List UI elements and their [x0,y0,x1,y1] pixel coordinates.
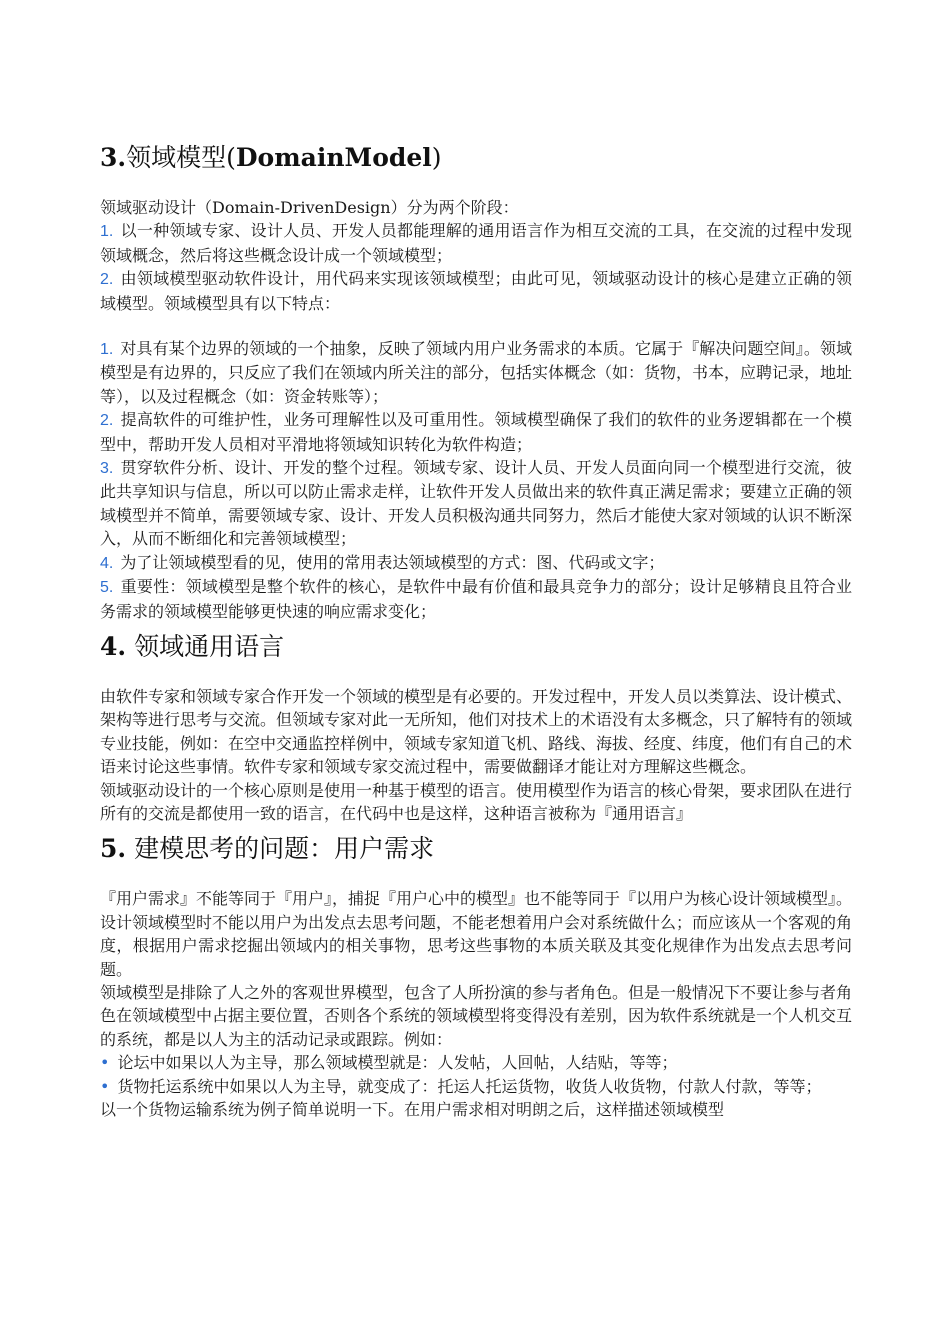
bullet-item [100,1051,852,1074]
section-3-heading [100,138,852,178]
section-5-paragraph: 『用户需求』不能等同于『用户』，捕捉『用户心中的模型』也不能等同于『以用户为核心设计领域模型』。设计领域模型时不能以用户为出发点去思考问题，不能老想着用户会对系统做什么；而应该从一个客观的角度，根据用户需求挖掘出领域内的相关事物，思考这些事物的本质关联及其变化规律作为出发点去思考问题。 [100,889,853,979]
feature-text: 为了让领域模型看的见，使用的常用表达领域模型的方式：图、代码或文字； [120,552,665,572]
section-4-paragraph: 由软件专家和领域专家合作开发一个领域的模型是有必要的。开发过程中，开发人员以类算法、设计模式、架构等进行思考与交流。但领域专家对此一无所知，他们对技术上的术语没有太多概念，只了解特有的领域专业技能，例如：在空中交通监控样例中，领域专家知道飞机、路线、海拔、经度、纬度，他们有自己的术语来讨论这些事情。软件专家和领域专家交流过程中，需要做翻译才能让对方理解这些概念。 [100,686,853,777]
section-3-title-en: DomainModel [235,143,432,172]
section-3-title-close: ) [431,143,442,172]
feature-text: 贯穿软件分析、设计、开发的整个过程。领域专家、设计人员、开发人员面向同一个模型进行交流，彼此共享知识与信息，所以可以防止需求走样，让软件开发人员做出来的软件真正满足需求；要建立正确的领域模型并不简单，需要领域专家、设计、开发人员积极沟通共同努力，然后才能使大家对领域的认识不断深入，从而不断细化和完善领域模型； [100,458,853,549]
section-4-number: 4. [100,631,127,661]
feature-text: 提高软件的可维护性，业务可理解性以及可重用性。领域模型确保了我们的软件的业务逻辑都在一个模型中，帮助开发人员相对平滑地将领域知识转化为软件构造； [100,410,852,454]
section-3-number: 3. [100,143,127,172]
feature-marker: 4. [100,554,114,572]
bullet-text: 货物托运系统中如果以人为主导，就变成了：托运人托运货物，收货人收货物，付款人付款，等等； [117,1076,822,1096]
section-5-number: 5. [100,834,127,864]
feature-text: 对具有某个边界的领域的一个抽象，反映了领域内用户业务需求的本质。它属于『解决问题空间』。领域模型是有边界的，只反应了我们在领域内所关注的部分，包括实体概念（如：货物，书本，应聘记录，地址等），以及过程概念（如：资金转账等）； [100,339,853,406]
section-5-closing: 以一个货物运输系统为例子简单说明一下。在用户需求相对明朗之后，这样描述领域模型 [100,1100,725,1119]
section-3-intro: 领域驱动设计（Domain-DrivenDesign）分为两个阶段： [100,198,519,217]
stage-text: 以一种领域专家、设计人员、开发人员都能理解的通用语言作为相互交流的工具，在交流的过程中发现领域概念，然后将这些概念设计成一个领域模型； [100,221,852,265]
document-page [100,138,852,1121]
feature-marker: 2. [100,412,114,430]
feature-item [100,575,852,623]
section-5-title: 建模思考的问题：用户需求 [134,834,435,864]
stage-item [100,219,852,267]
feature-item [100,456,852,551]
section-5-paragraph: 领域模型是排除了人之外的客观世界模型，包含了人所扮演的参与者角色。但是一般情况下不要让参与者角色在领域模型中占据主要位置，否则各个系统的领域模型将变得没有差别，因为软件系统就是一个人机交互的系统，都是以人为主的活动记录或跟踪。例如： [100,982,853,1049]
feature-item [100,337,852,408]
bullet-item [100,1075,852,1098]
feature-marker: 5. [100,579,114,597]
section-4-title: 领域通用语言 [134,631,285,661]
feature-item [100,551,852,575]
stage-marker: 2. [100,271,114,289]
feature-item [100,408,852,456]
stage-marker: 1. [100,223,114,241]
section-3-title-cn: 领域模型( [126,143,236,172]
feature-marker: 1. [100,341,114,359]
section-4-heading [100,627,852,667]
feature-marker: 3. [100,460,114,478]
section-4-paragraph: 领域驱动设计的一个核心原则是使用一种基于模型的语言。使用模型作为语言的核心骨架，要求团队在进行所有的交流是都使用一致的语言，在代码中也是这样，这种语言被称为『通用语言』 [100,780,853,823]
bullet-marker: • [100,1053,110,1073]
stage-item [100,267,852,315]
stage-text: 由领域模型驱动软件设计，用代码来实现该领域模型；由此可见，领域驱动设计的核心是建立正确的领域模型。领域模型具有以下特点： [100,269,852,313]
bullet-marker: • [100,1076,110,1096]
feature-text: 重要性：领域模型是整个软件的核心，是软件中最有价值和最具竞争力的部分；设计足够精良且符合业务需求的领域模型能够更快速的响应需求变化； [100,577,852,621]
section-5-heading [100,829,852,869]
bullet-text: 论坛中如果以人为主导，那么领域模型就是：人发帖，人回帖，人结贴，等等； [117,1053,678,1073]
